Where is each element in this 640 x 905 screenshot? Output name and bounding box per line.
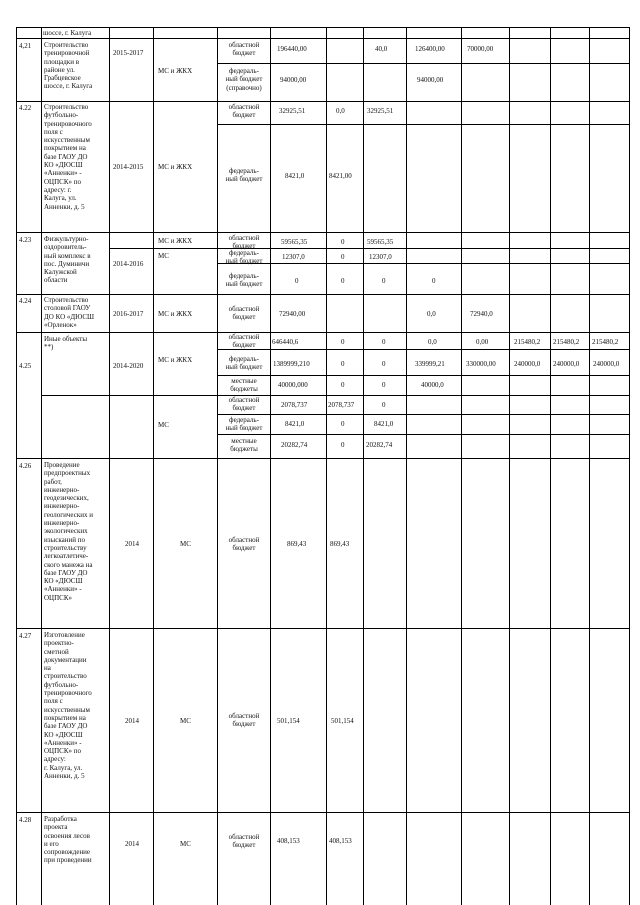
year-2014-cell: 0,0: [336, 107, 345, 115]
funding-source: федераль- ный бюджет: [225, 355, 263, 372]
year-2019-cell: 215480,2: [553, 338, 580, 346]
row-number: 4,21: [19, 42, 32, 50]
funding-source: местные бюджеты: [230, 437, 258, 454]
year-2016-cell: 94000,00: [417, 76, 444, 84]
year-2015-cell: 32925,51: [367, 107, 394, 115]
project-name: Строительство столовой ГАОУ ДО КО «ДЮСШ «Орленок»: [44, 296, 95, 329]
year-2014-cell: 2078,737: [328, 401, 355, 409]
year-2016-cell: 339999,21: [415, 360, 445, 368]
year-2018-cell: 215480,2: [514, 338, 541, 346]
row-divider: [16, 294, 630, 295]
column-divider: [41, 27, 42, 905]
year-2017-cell: 330000,00: [466, 360, 496, 368]
column-divider: [16, 27, 17, 905]
year-2020-cell: 215480,2: [592, 338, 619, 346]
funding-source: федераль- ный бюджет (справочно): [225, 67, 263, 92]
funding-source: областной бюджет: [228, 712, 260, 729]
year-2015-cell: 0: [382, 381, 386, 389]
subrow-divider: [217, 375, 629, 376]
year-2015-cell: 12307,0: [369, 253, 392, 261]
column-divider: [363, 27, 364, 905]
year-2015-cell: 59565,35: [367, 238, 394, 246]
funding-source: областной бюджет: [228, 305, 260, 322]
funding-source: областной бюджет: [228, 103, 260, 120]
project-name: Физкультурно- оздоровитель- ный комплекс в пос. Думиничи Калужской области: [44, 235, 91, 285]
total-cell: 1389999,210: [273, 360, 310, 368]
row-divider: [16, 812, 630, 813]
year-2014-cell: 0: [341, 360, 345, 368]
row-divider: [16, 101, 630, 102]
project-name: Строительство тренировочной площадки в районе ул. Грабцевское шоссе, г. Калуга: [44, 41, 93, 91]
subrow-divider: [217, 263, 629, 264]
project-name: Строительство футбольно- тренировочного поля с искусственным покрытием на базе ГАОУ ДО КО «ДЮСШ «Анненки» - ОЦПСК» по адресу: г. Калуга, ул. Анненки, д. 5: [44, 103, 92, 211]
project-name: Проведение предпроектных работ, инженерно- геодезических, инженерно- геологических и инженерно- экологических изысканий по строительству легкоатлетиче- ского манежа на базе ГАОУ ДО КО «ДЮСШ «Анненки» - ОЦПСК»: [44, 461, 93, 602]
total-cell: 40000,000: [278, 381, 308, 389]
year-2014-cell: 0: [341, 238, 345, 246]
row-number: 4.26: [19, 462, 32, 470]
year-2014-cell: 0: [341, 277, 345, 285]
executor-cell: МС и ЖКХ: [158, 237, 193, 245]
period-cell: 2014: [125, 840, 139, 848]
year-2014-cell: 408,153: [329, 837, 352, 845]
row-divider: [16, 628, 630, 629]
funding-source: областной бюджет: [228, 234, 260, 251]
total-cell: 408,153: [277, 837, 300, 845]
column-divider: [461, 27, 462, 905]
row-number: 4.27: [19, 632, 32, 640]
executor-cell: МС: [180, 840, 191, 848]
project-name: Иные объекты **): [44, 335, 88, 352]
column-divider: [326, 27, 327, 905]
period-cell: 2014: [125, 540, 139, 548]
period-cell: 2014-2020: [113, 362, 144, 370]
year-2018-cell: 240000,0: [514, 360, 541, 368]
row-number: 4.24: [19, 297, 32, 305]
year-2014-cell: 0: [341, 253, 345, 261]
continued-name-text: шоссе, г. Калуга: [43, 29, 92, 37]
year-2015-cell: 8421,0: [374, 420, 394, 428]
total-cell: 869,43: [287, 540, 307, 548]
row-number: 4.23: [19, 236, 32, 244]
year-2015-cell: 40,0: [375, 45, 388, 53]
executor-cell: МС и ЖКХ: [158, 163, 193, 171]
subrow-divider: [217, 63, 629, 64]
year-2016-cell: 0,0: [427, 310, 436, 318]
executor-cell: МС и ЖКХ: [158, 310, 193, 318]
executor-cell: МС: [158, 421, 169, 429]
executor-cell: МС и ЖКХ: [158, 356, 193, 364]
subrow-divider: [217, 434, 629, 435]
year-2014-cell: 0: [341, 441, 345, 449]
total-cell: 32925,51: [279, 107, 306, 115]
subrow-divider: [109, 248, 629, 249]
total-cell: 12307,0: [282, 253, 305, 261]
period-cell: 2014-2016: [113, 260, 144, 268]
total-cell: 2078,737: [281, 401, 308, 409]
row-divider: [16, 332, 630, 333]
period-cell: 2015-2017: [113, 49, 144, 57]
column-divider: [270, 27, 271, 905]
year-2014-cell: 0: [341, 381, 345, 389]
executor-cell: МС: [180, 717, 191, 725]
year-2015-cell: 20282,74: [366, 441, 393, 449]
funding-source: областной бюджет: [228, 833, 260, 850]
year-2014-cell: 869,43: [330, 540, 350, 548]
total-cell: 646440,6: [272, 338, 299, 346]
funding-source: областной бюджет: [228, 536, 260, 553]
year-2016-cell: 40000,0: [421, 381, 444, 389]
row-number: 4.22: [19, 104, 32, 112]
year-2014-cell: 8421,00: [329, 172, 352, 180]
row-divider: [16, 458, 630, 459]
column-divider: [589, 27, 590, 905]
column-divider: [109, 27, 110, 905]
executor-cell: МС: [158, 252, 169, 260]
project-name: Изготовление проектно- сметной документации на строительство футбольно- тренировочного поля с искусственным покрытием на базе ГАОУ ДО КО «ДЮСШ «Анненки» - ОЦПСК» по адресу: г. Калуга, ул. Анненки, д. 5: [44, 631, 92, 781]
funding-source: областной бюджет: [228, 396, 260, 413]
year-2015-cell: 0: [382, 277, 386, 285]
year-2016-cell: 0: [432, 277, 436, 285]
column-divider: [217, 27, 218, 905]
year-2019-cell: 240000,0: [553, 360, 580, 368]
year-2017-cell: 70000,00: [467, 45, 494, 53]
year-2015-cell: 0: [382, 360, 386, 368]
row-divider: [16, 232, 630, 233]
subrow-divider: [217, 124, 629, 125]
funding-source: областной бюджет: [228, 41, 260, 58]
year-2017-cell: 72940,0: [470, 310, 493, 318]
row-number: 4.25: [19, 362, 32, 370]
column-divider: [550, 27, 551, 905]
funding-source: федераль- ный бюджет: [225, 272, 263, 289]
year-2014-cell: 501,154: [331, 717, 354, 725]
year-2016-cell: 126400,00: [415, 45, 445, 53]
year-2015-cell: 0: [382, 401, 386, 409]
column-divider: [406, 27, 407, 905]
subrow-divider: [217, 414, 629, 415]
row-divider: [16, 38, 630, 39]
subrow-divider: [41, 395, 629, 396]
funding-source: федераль- ный бюджет: [225, 167, 263, 184]
period-cell: 2014: [125, 717, 139, 725]
funding-source: федераль- ный бюджет: [225, 249, 263, 266]
total-cell: 501,154: [277, 717, 300, 725]
total-cell: 94000,00: [280, 76, 307, 84]
total-cell: 196440,00: [277, 45, 307, 53]
subrow-divider: [217, 349, 629, 350]
project-name: Разработка проекта освоения лесов и его сопровождение при проведении: [44, 815, 92, 865]
executor-cell: МС и ЖКХ: [158, 67, 193, 75]
year-2020-cell: 240000,0: [593, 360, 620, 368]
total-cell: 8421,0: [285, 172, 305, 180]
row-number: 4.28: [19, 816, 32, 824]
funding-source: областной бюджет: [228, 333, 260, 350]
funding-source: федераль- ный бюджет: [225, 416, 263, 433]
total-cell: 0: [295, 277, 299, 285]
executor-cell: МС: [180, 540, 191, 548]
period-cell: 2014-2015: [113, 163, 144, 171]
year-2015-cell: 0: [382, 338, 386, 346]
total-cell: 8421,0: [285, 420, 305, 428]
total-cell: 59565,35: [281, 238, 308, 246]
total-cell: 20282,74: [281, 441, 308, 449]
row-divider: [16, 27, 630, 28]
column-divider: [153, 27, 154, 905]
year-2016-cell: 0,0: [428, 338, 437, 346]
column-divider: [509, 27, 510, 905]
total-cell: 72940,00: [279, 310, 306, 318]
funding-source: местные бюджеты: [230, 377, 258, 394]
year-2014-cell: 0: [341, 338, 345, 346]
column-divider: [629, 27, 630, 905]
year-2017-cell: 0,00: [476, 338, 489, 346]
year-2014-cell: 0: [341, 420, 345, 428]
period-cell: 2016-2017: [113, 310, 144, 318]
